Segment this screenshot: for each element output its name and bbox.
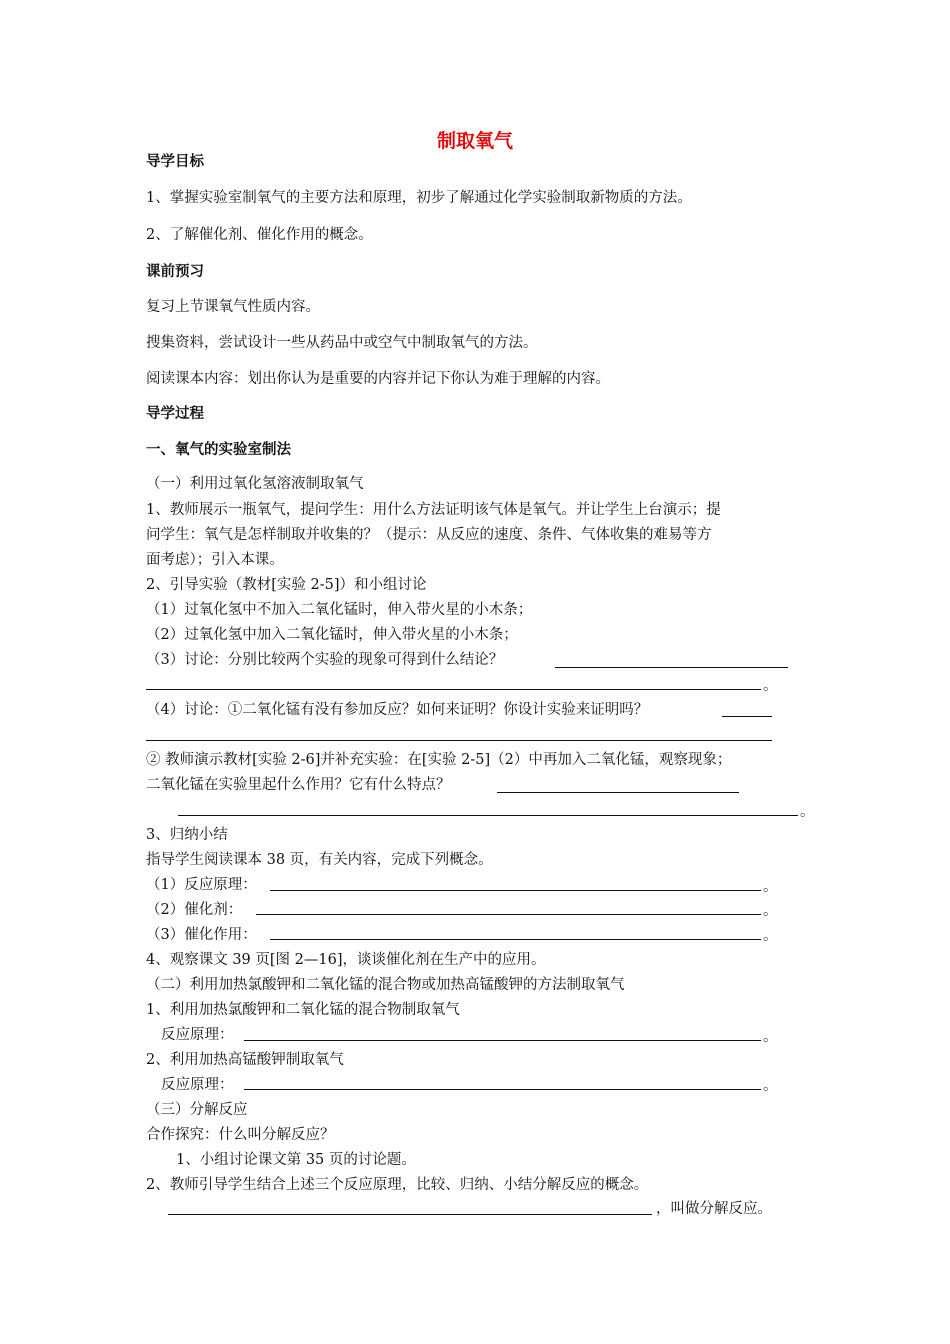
concept-label: （1）反应原理： bbox=[146, 877, 257, 893]
paragraph-line: 2、引导实验（教材[实验 2-5]）和小组讨论 bbox=[146, 577, 427, 593]
subsection-title: （二）利用加热氯酸钾和二氧化锰的混合物或加热高锰酸钾的方法制取氧气 bbox=[146, 977, 625, 993]
paragraph-line: 1、小组讨论课文第 35 页的讨论题。 bbox=[176, 1152, 416, 1168]
paragraph-line: 1、利用加热氯酸钾和二氧化锰的混合物制取氧气 bbox=[146, 1002, 460, 1018]
preview-heading: 课前预习 bbox=[146, 264, 204, 280]
answer-blank[interactable] bbox=[168, 1214, 652, 1215]
concept-label: 反应原理： bbox=[161, 1077, 234, 1093]
answer-blank[interactable] bbox=[270, 890, 761, 891]
preview-item: 搜集资料，尝试设计一些从药品中或空气中制取氧气的方法。 bbox=[146, 335, 538, 351]
paragraph-line: 4、观察课文 39 页[图 2—16]，谈谈催化剂在生产中的应用。 bbox=[146, 952, 546, 968]
answer-blank[interactable] bbox=[555, 667, 788, 668]
period-mark: 。 bbox=[763, 678, 778, 694]
preview-item: 阅读课本内容：划出你认为是重要的内容并记下你认为难于理解的内容。 bbox=[146, 371, 610, 387]
paragraph-line: 指导学生阅读课本 38 页，有关内容，完成下列概念。 bbox=[146, 852, 493, 868]
preview-item: 复习上节课氧气性质内容。 bbox=[146, 299, 320, 315]
subsection-title: （一）利用过氧化氢溶液制取氧气 bbox=[146, 476, 364, 492]
answer-blank[interactable] bbox=[722, 716, 772, 717]
question-line: （4）讨论：①二氧化锰有没有参加反应？如何来证明？你设计实验来证明吗？ bbox=[146, 702, 649, 718]
question-line: （1）过氧化氢中不加入二氧化锰时，伸入带火星的小木条； bbox=[146, 602, 533, 618]
answer-blank[interactable] bbox=[244, 1040, 761, 1041]
question-line: （3）讨论：分别比较两个实验的现象可得到什么结论？ bbox=[146, 652, 504, 668]
paragraph-line: 合作探究：什么叫分解反应？ bbox=[146, 1127, 335, 1143]
paragraph-line: 2、教师引导学生结合上述三个反应原理，比较、归纳、小结分解反应的概念。 bbox=[146, 1177, 649, 1193]
paragraph-line: 问学生：氧气是怎样制取并收集的？（提示：从反应的速度、条件、气体收集的难易等方 bbox=[146, 527, 712, 543]
paragraph-line: 面考虑）；引入本课。 bbox=[146, 552, 284, 568]
concept-label: 反应原理： bbox=[161, 1027, 234, 1043]
answer-blank[interactable] bbox=[270, 939, 761, 940]
period-mark: 。 bbox=[800, 804, 815, 820]
paragraph-line: 2、利用加热高锰酸钾制取氧气 bbox=[146, 1052, 344, 1068]
period-mark: 。 bbox=[763, 928, 778, 944]
period-mark: 。 bbox=[763, 1029, 778, 1045]
part1-heading: 一、氧气的实验室制法 bbox=[146, 442, 291, 458]
page-title: 制取氧气 bbox=[436, 130, 513, 152]
goal-item: 1、掌握实验室制氧气的主要方法和原理，初步了解通过化学实验制取新物质的方法。 bbox=[146, 190, 692, 206]
concept-label: （3）催化作用： bbox=[146, 927, 257, 943]
concept-label: （2）催化剂： bbox=[146, 902, 243, 918]
answer-blank[interactable] bbox=[244, 1089, 761, 1090]
answer-blank[interactable] bbox=[146, 689, 761, 690]
answer-blank[interactable] bbox=[256, 914, 761, 915]
answer-blank[interactable] bbox=[178, 815, 798, 816]
period-mark: 。 bbox=[763, 903, 778, 919]
process-heading: 导学过程 bbox=[146, 406, 204, 422]
paragraph-line: 1、教师展示一瓶氧气，提问学生：用什么方法证明该气体是氧气。并让学生上台演示；提 bbox=[146, 502, 721, 518]
paragraph-line: ，叫做分解反应。 bbox=[656, 1201, 772, 1217]
period-mark: 。 bbox=[763, 879, 778, 895]
paragraph-line: 二氧化锰在实验里起什么作用？它有什么特点？ bbox=[146, 777, 451, 793]
goals-heading: 导学目标 bbox=[146, 154, 204, 170]
goal-item: 2、了解催化剂、催化作用的概念。 bbox=[146, 227, 373, 243]
period-mark: 。 bbox=[763, 1078, 778, 1094]
paragraph-line: ② 教师演示教材[实验 2-6]并补充实验：在[实验 2-5]（2）中再加入二氧化锰，观察现象； bbox=[146, 752, 732, 768]
question-line: （2）过氧化氢中加入二氧化锰时，伸入带火星的小木条； bbox=[146, 627, 518, 643]
answer-blank[interactable] bbox=[497, 792, 739, 793]
subsection-title: （三）分解反应 bbox=[146, 1102, 248, 1118]
answer-blank[interactable] bbox=[146, 740, 772, 741]
paragraph-line: 3、归纳小结 bbox=[146, 827, 228, 843]
